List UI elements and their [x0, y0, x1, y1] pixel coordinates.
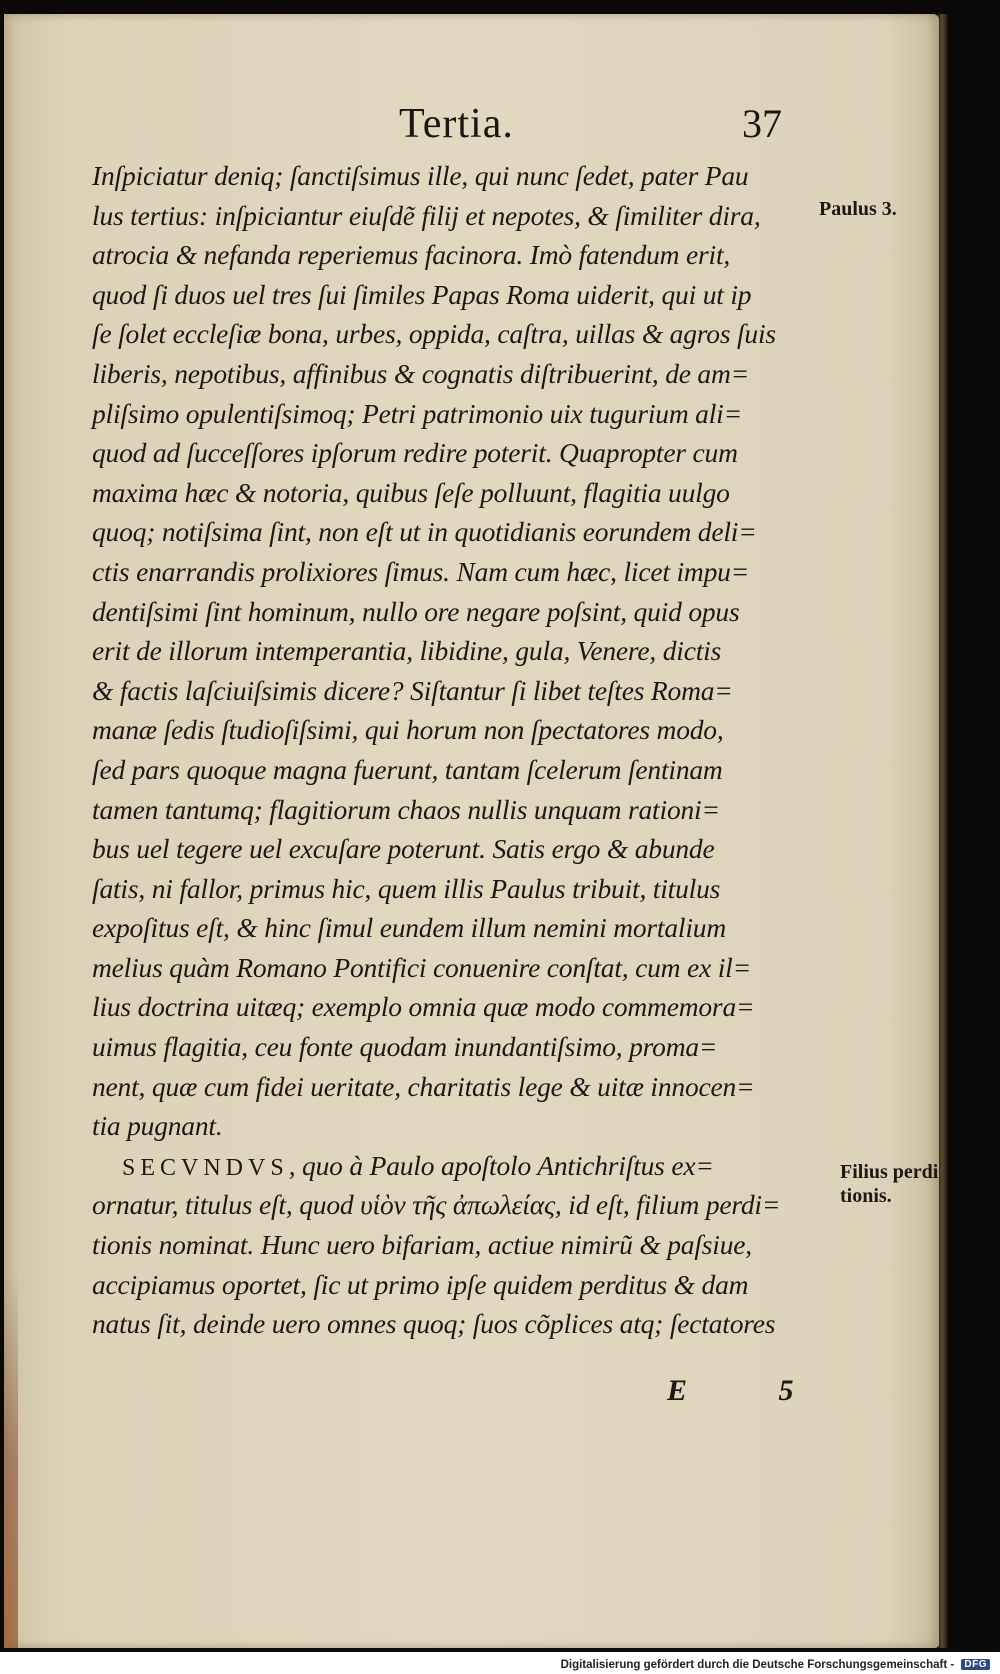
- text-line: uimus flagitia, ceu fonte quodam inundantiſsimo, proma=: [92, 1031, 718, 1063]
- text-line: quoq; notiſsima ſint, non eſt ut in quotidianis eorundem deli=: [92, 516, 757, 548]
- text-line: lius doctrina uitæq; exemplo omnia quæ modo commemora=: [92, 991, 755, 1023]
- text-line: Inſpiciatur deniq; ſanctiſsimus ille, qui nunc ſedet, pater Pau: [92, 160, 749, 191]
- text-line: melius quàm Romano Pontifici conuenire conſtat, cum ex il=: [92, 951, 751, 983]
- text-line: nent, quæ cum fidei ueritate, charitatis lege & uitæ innocen=: [92, 1070, 755, 1102]
- text-line: natus ſit, deinde uero omnes quoq; ſuos cõplices atq; ſectatores: [92, 1308, 776, 1340]
- text-line: atrocia & nefanda reperiemus facinora. Imò fatendum erit,: [92, 239, 731, 271]
- dfg-logo: DFG: [961, 1659, 990, 1670]
- binding-edge: [938, 14, 948, 1648]
- funding-credit: [561, 1659, 990, 1671]
- text-line: expoſitus eſt, & hinc ſimul eundem illum nemini mortalium: [92, 912, 727, 944]
- running-head: Tertia.: [399, 101, 514, 147]
- text-line: ſe ſolet eccleſiæ bona, urbes, oppida, caſtra, uillas & agros ſuis: [92, 318, 776, 350]
- page-number: 37: [742, 101, 782, 146]
- text-line: quod ſi duos uel tres ſui ſimiles Papas Roma uiderit, qui ut ip: [92, 278, 752, 310]
- text-line: dentiſsimi ſint hominum, nullo ore negare poſsint, quid opus: [92, 595, 740, 627]
- body-text: [92, 156, 832, 1344]
- footer-bar: [0, 1652, 1000, 1674]
- text-line: pliſsimo opulentiſsimoq; Petri patrimonio uix tugurium ali=: [92, 397, 742, 429]
- text-line: manæ ſedis ſtudioſiſsimi, qui horum non ſpectatores modo,: [92, 714, 724, 746]
- text-line: bus uel tegere uel excuſare poterunt. Satis ergo & abunde: [92, 833, 715, 865]
- text-line: accipiamus oportet, ſic ut primo ipſe quidem perditus & dam: [92, 1268, 749, 1300]
- marginal-note-paulus: Paulus 3.: [819, 198, 897, 220]
- funding-credit-text: Digitalisierung gefördert durch die Deutsche Forschungsgemeinschaft -: [560, 1659, 955, 1671]
- book-page: [4, 14, 939, 1648]
- text-line: ſed pars quoque magna fuerunt, tantam ſcelerum ſentinam: [92, 753, 723, 785]
- text-line: erit de illorum intemperantia, libidine, gula, Venere, dictis: [92, 635, 722, 667]
- signature-mark: E 5: [667, 1374, 836, 1407]
- text-line: quod ad ſucceſſores ipſorum redire poterit. Quapropter cum: [92, 437, 738, 469]
- text-line: liberis, nepotibus, affinibus & cognatis diſtribuerint, de am=: [92, 357, 749, 389]
- text-line: ornatur, titulus eſt, quod υἱὸν τῆς ἀπωλείας, id eſt, filium perdi=: [92, 1189, 781, 1221]
- text-line: tia pugnant.: [92, 1110, 223, 1142]
- lead-word: SECVNDVS: [122, 1154, 289, 1181]
- marginal-note-filius: Filius perdi tionis.: [840, 1161, 939, 1207]
- text-fragment: , quo à Paulo apoſtolo Antichriſtus ex=: [288, 1149, 714, 1181]
- text-line: ctis enarrandis prolixiores ſimus. Nam cum hæc, licet impu=: [92, 555, 750, 587]
- text-line: tionis nominat. Hunc uero bifariam, actiue nimirũ & paſsiue,: [92, 1229, 752, 1261]
- text-line: ſatis, ni fallor, primus hic, quem illis Paulus tribuit, titulus: [92, 872, 721, 904]
- paragraph-opening-line: [92, 1146, 832, 1186]
- text-line: & factis laſciuiſsimis dicere? Siſtantur ſi libet teſtes Roma=: [92, 674, 733, 706]
- text-line: maxima hæc & notoria, quibus ſeſe polluunt, flagitia uulgo: [92, 476, 730, 508]
- text-line: tamen tantumq; flagitiorum chaos nullis unquam rationi=: [92, 793, 720, 825]
- page-stain: [4, 1268, 18, 1648]
- text-line: lus tertius: inſpiciantur eiuſdẽ filij et nepotes, & ſimiliter dira,: [92, 199, 761, 231]
